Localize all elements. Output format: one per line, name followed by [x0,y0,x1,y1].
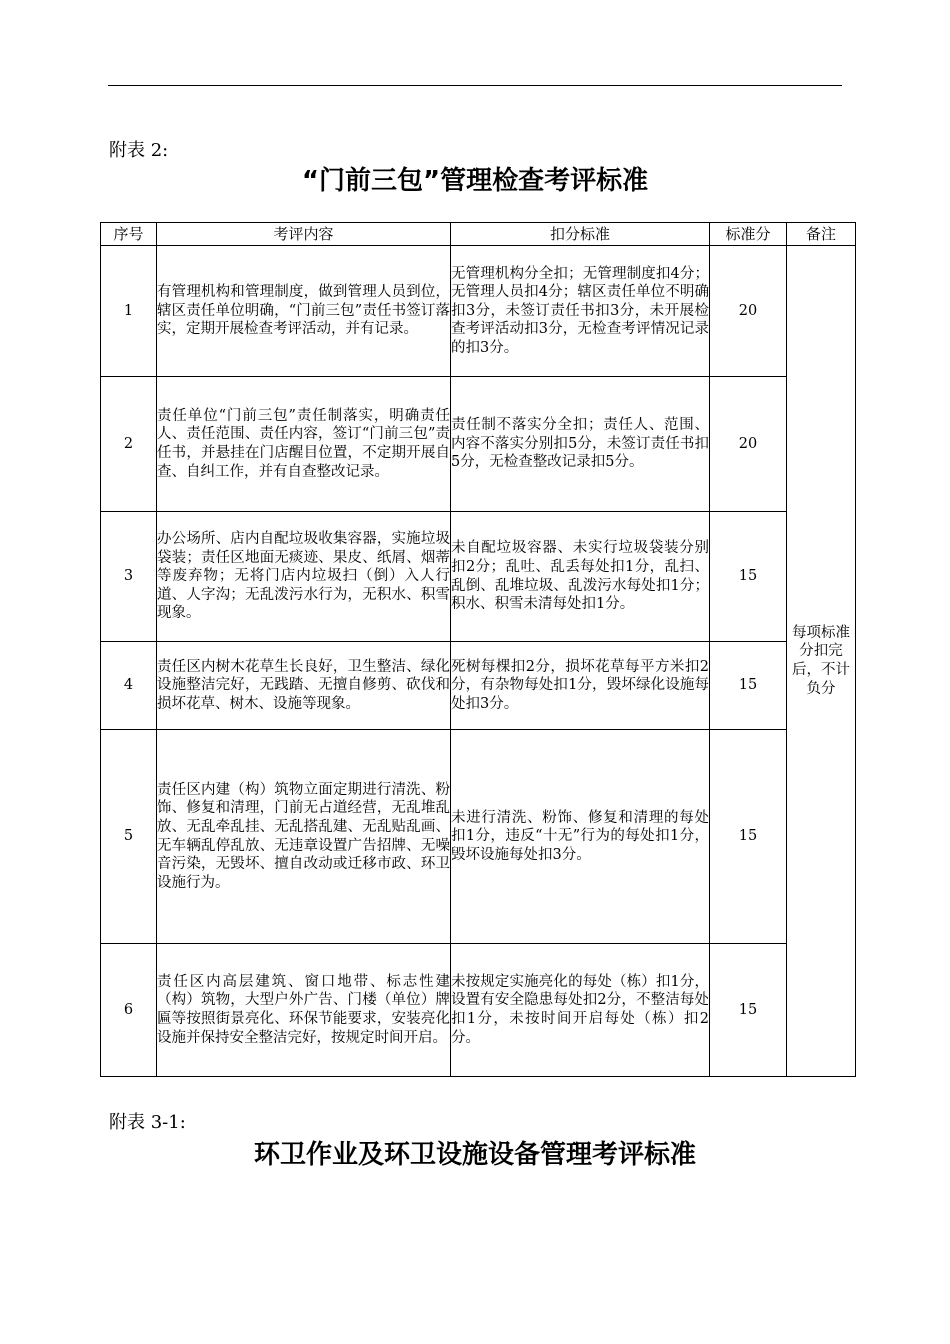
row-deduction: 未自配垃圾容器、未实行垃圾袋装分别扣2分；乱吐、乱丢每处扣1分，乱扫、乱倒、乱堆垃圾、乱泼污水每处扣1分；积水、积雪未清每处扣1分。 [451,512,710,642]
next-page-title: 环卫作业及环卫设施设备管理考评标准 [253,1140,696,1170]
row-score: 15 [710,944,787,1077]
row-deduction: 无管理机构分全扣；无管理制度扣4分；无管理人员扣4分；辖区责任单位不明确扣3分，未签订责任书扣3分，未开展检查考评活动扣3分，无检查考评情况记录的扣3分。 [451,246,710,377]
row-score: 15 [710,730,787,944]
row-number: 1 [101,246,157,377]
column-header-score: 标准分 [710,223,787,246]
table-row [101,730,856,944]
table-row [101,512,856,642]
row-deduction: 责任制不落实分全扣；责任人、范围、内容不落实分别扣5分，未签订责任书扣5分，无检查整改记录扣5分。 [451,377,710,512]
column-header-content: 考评内容 [157,223,451,246]
row-number: 5 [101,730,157,944]
remark-cell: 每项标准分扣完后，不计负分 [787,246,856,1077]
row-number: 6 [101,944,157,1077]
row-deduction: 未按规定实施亮化的每处（栋）扣1分，设置有安全隐患每处扣2分，不整洁每处扣1分，未按时间开启每处（栋）扣2分。 [451,944,710,1077]
column-header-remark: 备注 [787,223,856,246]
row-score: 15 [710,642,787,730]
row-content: 责任区内树木花草生长良好，卫生整洁、绿化设施整洁完好，无践踏、无擅自修剪、砍伐和损坏花草、树木、设施等现象。 [157,642,451,730]
table-row [101,642,856,730]
row-number: 3 [101,512,157,642]
row-content: 责任单位“门前三包”责任制落实，明确责任人、责任范围、责任内容，签订“门前三包”责任书，并悬挂在门店醒目位置，不定期开展自查、自纠工作，并有自查整改记录。 [157,377,451,512]
column-header-number: 序号 [101,223,157,246]
appendix-label-next: 附表 3-1: [109,1112,186,1133]
table-row [101,944,856,1077]
column-header-deduction: 扣分标准 [451,223,710,246]
row-number: 4 [101,642,157,730]
standards-table [100,222,856,1077]
row-content: 有管理机构和管理制度，做到管理人员到位，辖区责任单位明确，“门前三包”责任书签订落实，定期开展检查考评活动，并有记录。 [157,246,451,377]
table-header-row [101,223,856,246]
row-score: 20 [710,246,787,377]
row-number: 2 [101,377,157,512]
appendix-label: 附表 2: [109,140,169,161]
row-deduction: 未进行清洗、粉饰、修复和清理的每处扣1分，违反“十无”行为的每处扣1分，毁坏设施每处扣3分。 [451,730,710,944]
row-content: 办公场所、店内自配垃圾收集容器，实施垃圾袋装；责任区地面无痰迹、果皮、纸屑、烟蒂等废弃物；无将门店内垃圾扫（倒）入人行道、人字沟；无乱泼污水行为，无积水、积雪现象。 [157,512,451,642]
row-content: 责任区内建（构）筑物立面定期进行清洗、粉饰、修复和清理，门前无占道经营，无乱堆乱放、无乱牵乱挂、无乱搭乱建、无乱贴乱画、无车辆乱停乱放、无违章设置广告招牌、无噪音污染，无毁坏、擅自改动或迁移市政、环卫设施行为。 [157,730,451,944]
row-content: 责任区内高层建筑、窗口地带、标志性建（构）筑物，大型户外广告、门楼（单位）牌匾等按照街景亮化、环保节能要求，安装亮化设施并保持安全整洁完好，按规定时间开启。 [157,944,451,1077]
table-row [101,246,856,377]
row-deduction: 死树每棵扣2分，损坏花草每平方米扣2分，有杂物每处扣1分，毁坏绿化设施每处扣3分。 [451,642,710,730]
row-score: 20 [710,377,787,512]
header-rule [108,85,842,86]
page-title: “门前三包”管理检查考评标准 [301,166,649,196]
table-row [101,377,856,512]
row-score: 15 [710,512,787,642]
